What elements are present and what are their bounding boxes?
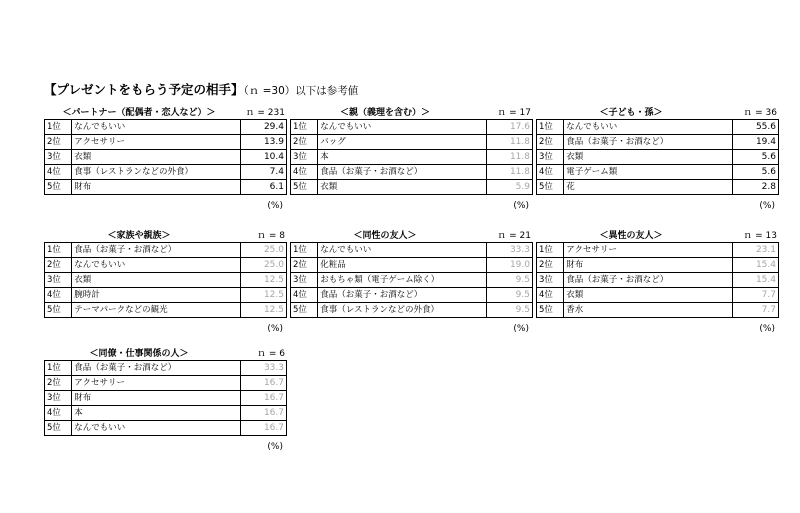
item-cell: 衣類 <box>564 150 732 165</box>
rank-cell: 2位 <box>291 258 318 273</box>
unit-label: (%) <box>513 324 529 334</box>
table-row <box>291 180 533 195</box>
rank-cell: 1位 <box>45 120 72 135</box>
rank-cell: 4位 <box>45 165 72 180</box>
item-cell: アクセサリー <box>72 376 240 391</box>
block-header <box>290 228 533 242</box>
block-header <box>44 105 287 119</box>
block-partner <box>44 105 287 211</box>
ranking-table <box>44 360 287 436</box>
rank-cell: 3位 <box>45 391 72 406</box>
item-cell: 化粧品 <box>318 258 486 273</box>
item-cell: 本 <box>72 406 240 421</box>
value-cell: 6.1 <box>240 180 286 195</box>
value-cell: 5.6 <box>732 150 778 165</box>
value-cell: 11.8 <box>486 165 532 180</box>
rank-cell: 1位 <box>45 243 72 258</box>
table-row <box>537 273 779 288</box>
block-family <box>44 228 287 334</box>
table-row <box>291 135 533 150</box>
item-cell: 食事（レストランなどの外食） <box>318 303 486 318</box>
unit-label: (%) <box>759 201 775 211</box>
value-cell: 13.9 <box>240 135 286 150</box>
table-row <box>45 150 287 165</box>
block-title: ＜親（義理を含む）＞ <box>339 108 430 118</box>
rank-cell: 2位 <box>537 258 564 273</box>
item-cell: 財布 <box>72 180 240 195</box>
value-cell: 29.4 <box>240 120 286 135</box>
sample-size: ｎ = 21 <box>497 231 531 241</box>
value-cell: 9.5 <box>486 288 532 303</box>
sample-size: ｎ = 6 <box>257 349 285 359</box>
rank-cell: 4位 <box>45 288 72 303</box>
block-header <box>44 228 287 242</box>
value-cell: 17.6 <box>486 120 532 135</box>
item-cell: 衣類 <box>72 150 240 165</box>
value-cell: 5.6 <box>732 165 778 180</box>
item-cell: 食品（お菓子・お酒など） <box>72 243 240 258</box>
block-header <box>290 105 533 119</box>
sample-size: ｎ = 36 <box>743 108 777 118</box>
value-cell: 7.7 <box>732 303 778 318</box>
item-cell: 食品（お菓子・お酒など） <box>564 273 732 288</box>
table-row <box>291 165 533 180</box>
table-row <box>45 421 287 436</box>
item-cell: アクセサリー <box>564 243 732 258</box>
item-cell: 花 <box>564 180 732 195</box>
table-row <box>537 150 779 165</box>
value-cell: 9.5 <box>486 273 532 288</box>
block-title: ＜同性の友人＞ <box>353 231 417 241</box>
rank-cell: 4位 <box>291 165 318 180</box>
unit-label: (%) <box>267 324 283 334</box>
sample-size: ｎ = 231 <box>245 108 285 118</box>
value-cell: 16.7 <box>240 391 286 406</box>
unit-label: (%) <box>267 442 283 452</box>
table-row <box>45 165 287 180</box>
value-cell: 12.5 <box>240 288 286 303</box>
rank-cell: 3位 <box>291 273 318 288</box>
sample-size: ｎ = 8 <box>257 231 285 241</box>
item-cell: なんでもいい <box>72 258 240 273</box>
item-cell: アクセサリー <box>72 135 240 150</box>
table-row <box>45 361 287 376</box>
rank-cell: 2位 <box>45 258 72 273</box>
item-cell: 食品（お菓子・お酒など） <box>318 165 486 180</box>
block-title: ＜家族や親族＞ <box>107 231 171 241</box>
table-row <box>45 135 287 150</box>
rank-cell: 2位 <box>537 135 564 150</box>
value-cell: 7.7 <box>732 288 778 303</box>
block-title: ＜同僚・仕事関係の人＞ <box>89 349 189 359</box>
item-cell: 食品（お菓子・お酒など） <box>72 361 240 376</box>
table-row <box>45 180 287 195</box>
item-cell: バッグ <box>318 135 486 150</box>
table-row <box>45 273 287 288</box>
block-title: ＜異性の友人＞ <box>599 231 663 241</box>
item-cell: 食品（お菓子・お酒など） <box>318 288 486 303</box>
ranking-table <box>290 119 533 195</box>
ranking-table <box>290 242 533 318</box>
table-row <box>291 273 533 288</box>
rank-cell: 5位 <box>45 421 72 436</box>
main-title: 【プレゼントをもらう予定の相手】 <box>44 82 244 97</box>
item-cell: 財布 <box>564 258 732 273</box>
rank-cell: 2位 <box>291 135 318 150</box>
block-title: ＜子ども・孫＞ <box>599 108 663 118</box>
rank-cell: 5位 <box>291 180 318 195</box>
rank-cell: 1位 <box>291 120 318 135</box>
value-cell: 25.0 <box>240 243 286 258</box>
table-row <box>537 243 779 258</box>
sample-size: ｎ = 17 <box>497 108 531 118</box>
table-row <box>45 288 287 303</box>
item-cell: 衣類 <box>564 288 732 303</box>
value-cell: 16.7 <box>240 421 286 436</box>
value-cell: 19.4 <box>732 135 778 150</box>
table-row <box>45 303 287 318</box>
block-header <box>536 105 779 119</box>
value-cell: 15.4 <box>732 273 778 288</box>
ranking-table <box>536 242 779 318</box>
value-cell: 25.0 <box>240 258 286 273</box>
rank-cell: 4位 <box>45 406 72 421</box>
unit-label: (%) <box>759 324 775 334</box>
value-cell: 9.5 <box>486 303 532 318</box>
unit-label: (%) <box>513 201 529 211</box>
item-cell: 本 <box>318 150 486 165</box>
block-opposite-sex-friends <box>536 228 779 334</box>
item-cell: 衣類 <box>72 273 240 288</box>
rank-cell: 3位 <box>45 273 72 288</box>
item-cell: 財布 <box>72 391 240 406</box>
rank-cell: 3位 <box>537 150 564 165</box>
table-row <box>537 303 779 318</box>
item-cell: おもちゃ類（電子ゲーム除く） <box>318 273 486 288</box>
item-cell: 香水 <box>564 303 732 318</box>
value-cell: 33.3 <box>240 361 286 376</box>
rank-cell: 5位 <box>537 303 564 318</box>
table-row <box>45 243 287 258</box>
table-row <box>291 120 533 135</box>
rank-cell: 4位 <box>291 288 318 303</box>
block-title: ＜パートナー（配偶者・恋人など）＞ <box>62 108 216 118</box>
block-same-sex-friends <box>290 228 533 334</box>
table-row <box>537 258 779 273</box>
rank-cell: 5位 <box>45 180 72 195</box>
item-cell: 食品（お菓子・お酒など） <box>564 135 732 150</box>
block-header <box>44 346 287 360</box>
value-cell: 16.7 <box>240 376 286 391</box>
table-row <box>291 150 533 165</box>
table-row <box>291 243 533 258</box>
item-cell: なんでもいい <box>318 120 486 135</box>
value-cell: 19.0 <box>486 258 532 273</box>
table-row <box>291 288 533 303</box>
ranking-table <box>536 119 779 195</box>
value-cell: 5.9 <box>486 180 532 195</box>
block-header <box>536 228 779 242</box>
sample-size: ｎ = 13 <box>743 231 777 241</box>
rank-cell: 1位 <box>291 243 318 258</box>
ranking-table <box>44 242 287 318</box>
item-cell: なんでもいい <box>72 120 240 135</box>
table-row <box>291 258 533 273</box>
item-cell: 電子ゲーム類 <box>564 165 732 180</box>
unit-label: (%) <box>267 201 283 211</box>
table-row <box>537 135 779 150</box>
rank-cell: 5位 <box>537 180 564 195</box>
value-cell: 33.3 <box>486 243 532 258</box>
item-cell: なんでもいい <box>564 120 732 135</box>
item-cell: 衣類 <box>318 180 486 195</box>
table-row <box>45 258 287 273</box>
rank-cell: 3位 <box>45 150 72 165</box>
item-cell: なんでもいい <box>318 243 486 258</box>
item-cell: 腕時計 <box>72 288 240 303</box>
rank-cell: 1位 <box>45 361 72 376</box>
value-cell: 16.7 <box>240 406 286 421</box>
item-cell: 食事（レストランなどの外食） <box>72 165 240 180</box>
value-cell: 55.6 <box>732 120 778 135</box>
rank-cell: 1位 <box>537 120 564 135</box>
table-row <box>537 288 779 303</box>
table-row <box>537 180 779 195</box>
page-title <box>44 80 358 98</box>
table-row <box>291 303 533 318</box>
block-children <box>536 105 779 211</box>
block-parents <box>290 105 533 211</box>
rank-cell: 1位 <box>537 243 564 258</box>
block-coworkers <box>44 346 287 452</box>
rank-cell: 2位 <box>45 376 72 391</box>
value-cell: 7.4 <box>240 165 286 180</box>
rank-cell: 2位 <box>45 135 72 150</box>
value-cell: 11.8 <box>486 135 532 150</box>
table-row <box>45 391 287 406</box>
table-row <box>537 165 779 180</box>
value-cell: 23.1 <box>732 243 778 258</box>
rank-cell: 3位 <box>537 273 564 288</box>
table-row <box>45 376 287 391</box>
rank-cell: 5位 <box>45 303 72 318</box>
table-row <box>537 120 779 135</box>
item-cell: テーマパークなどの観光 <box>72 303 240 318</box>
value-cell: 12.5 <box>240 273 286 288</box>
value-cell: 15.4 <box>732 258 778 273</box>
ranking-table <box>44 119 287 195</box>
rank-cell: 3位 <box>291 150 318 165</box>
table-row <box>45 406 287 421</box>
table-row <box>45 120 287 135</box>
rank-cell: 4位 <box>537 288 564 303</box>
value-cell: 2.8 <box>732 180 778 195</box>
value-cell: 11.8 <box>486 150 532 165</box>
sample-size-note: （ｎ =30）以下は参考値 <box>243 85 359 97</box>
value-cell: 12.5 <box>240 303 286 318</box>
rank-cell: 4位 <box>537 165 564 180</box>
value-cell: 10.4 <box>240 150 286 165</box>
item-cell: なんでもいい <box>72 421 240 436</box>
rank-cell: 5位 <box>291 303 318 318</box>
